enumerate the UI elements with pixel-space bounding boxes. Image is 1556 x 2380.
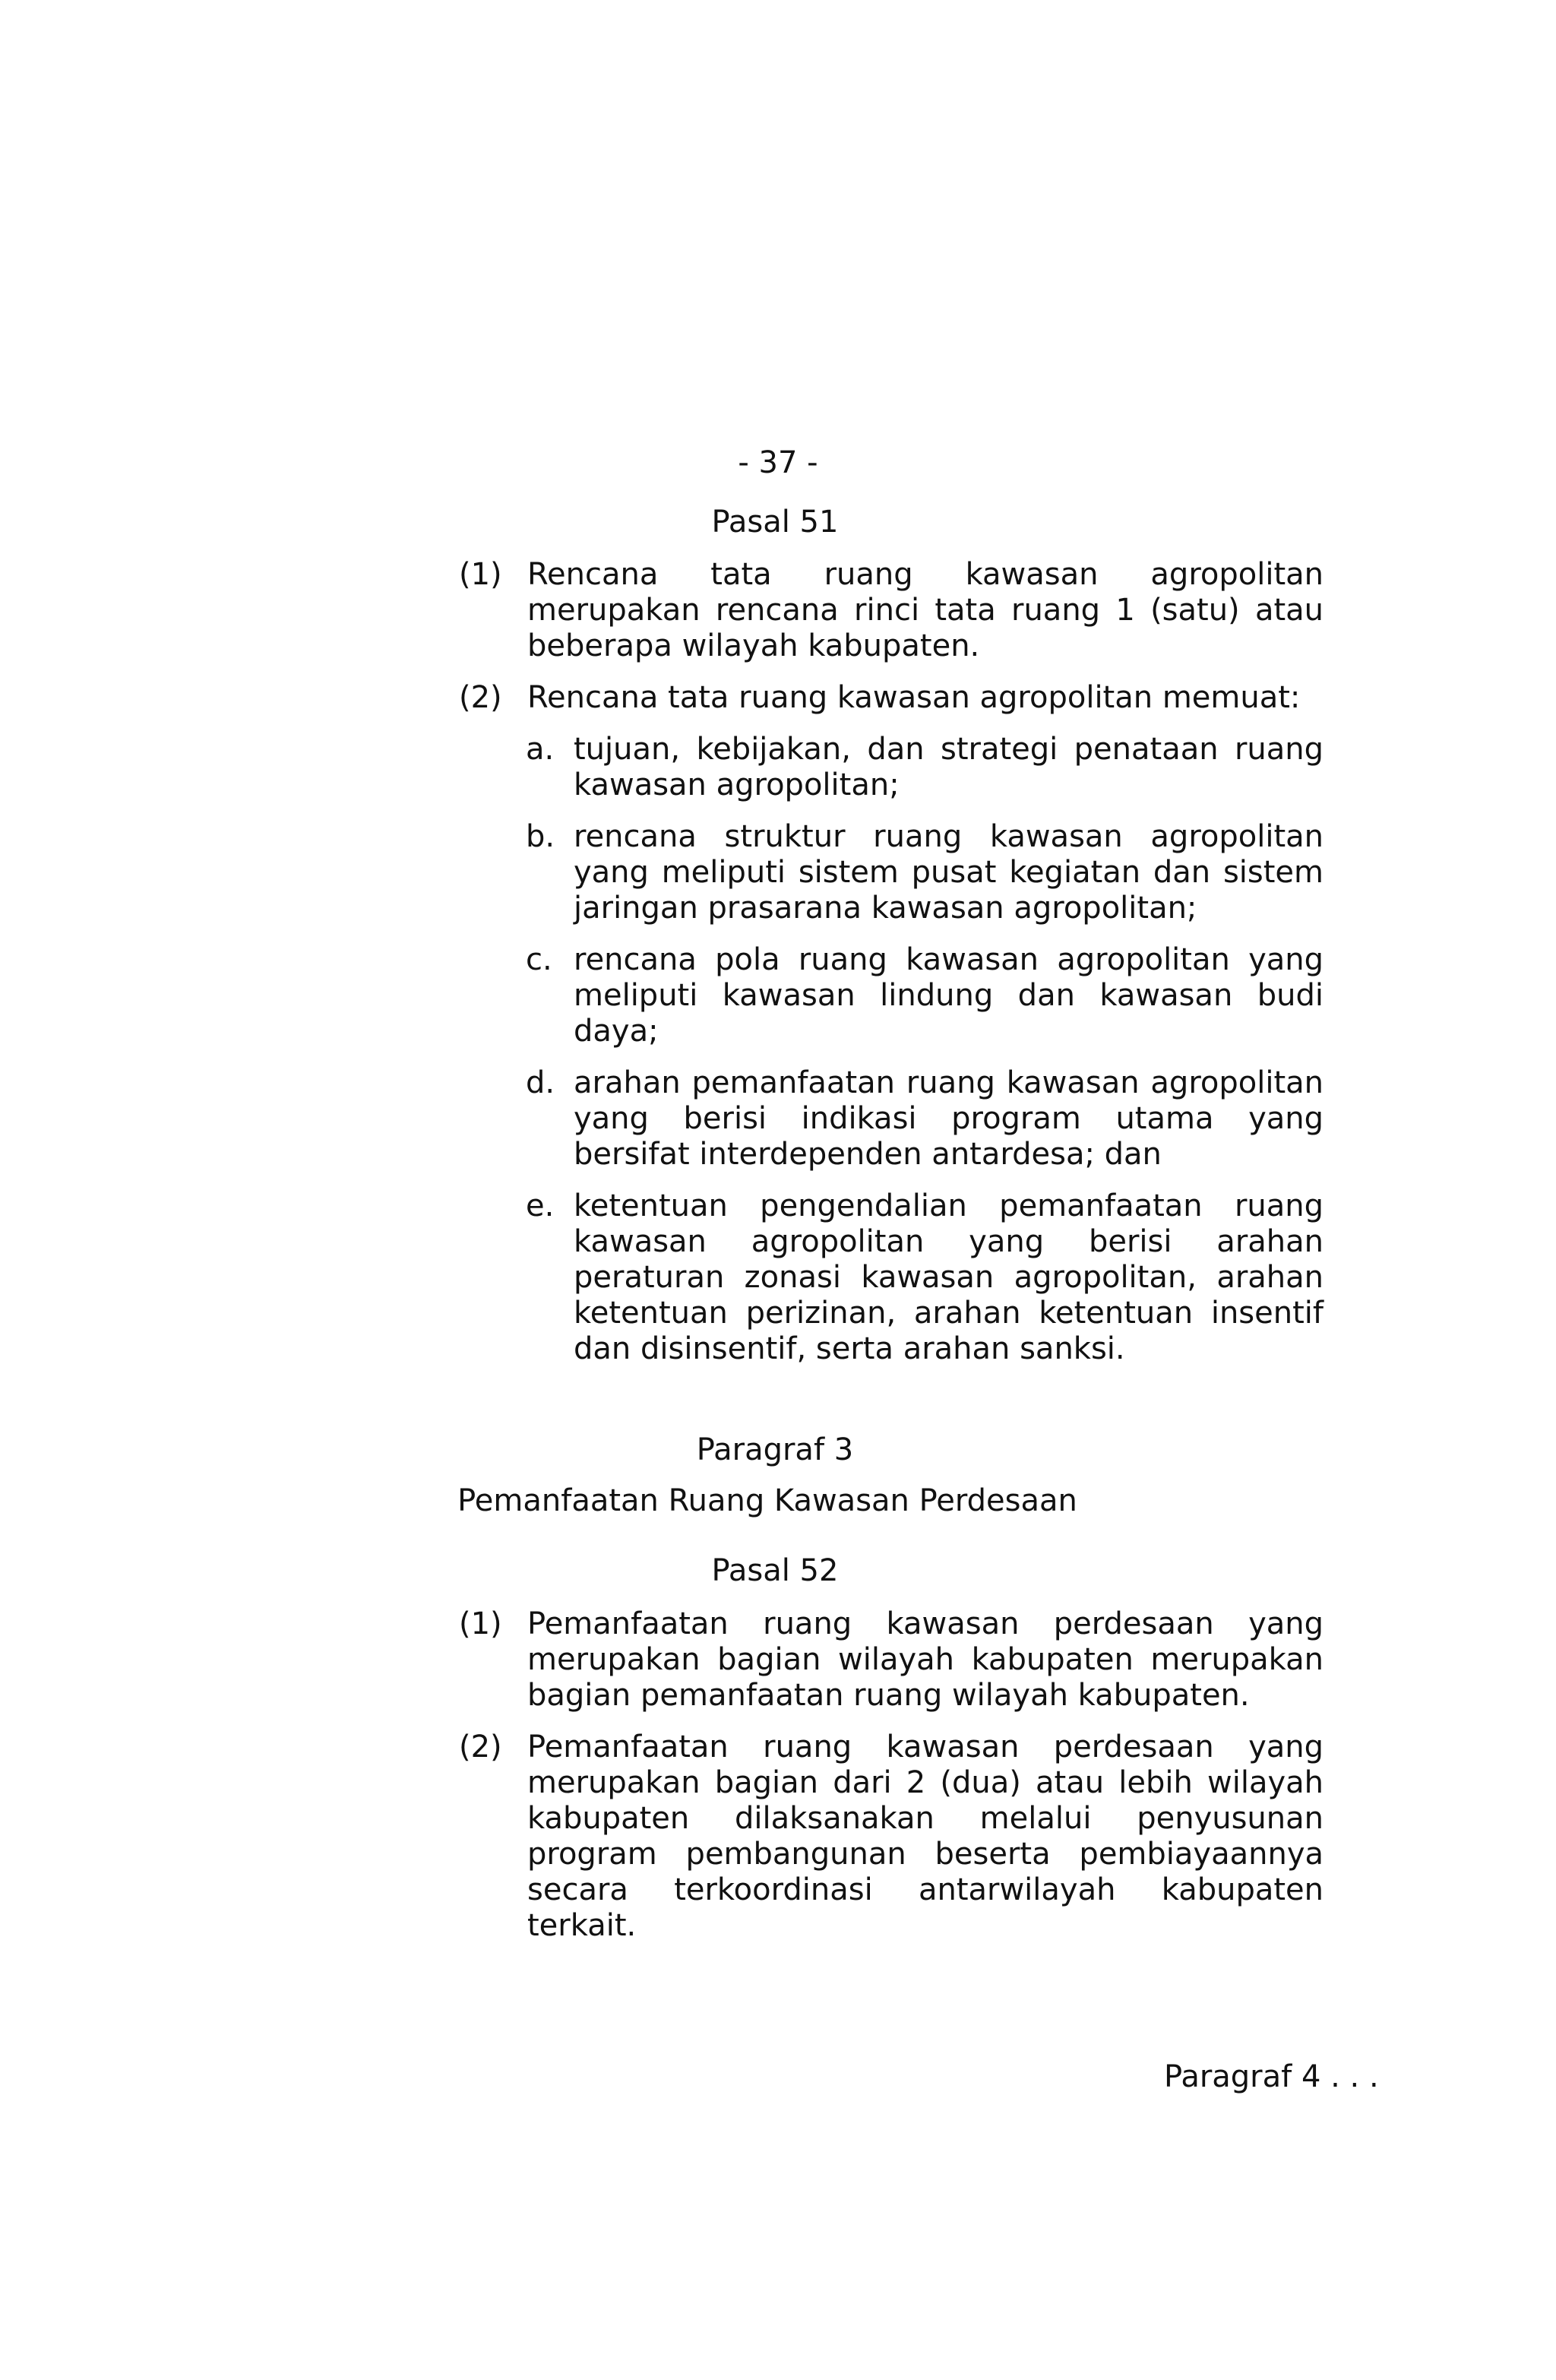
pasal-51-sub-c-text: rencana pola ruang kawasan agropolitan yang meliputi kawasan lindung dan kawasan budi daya;: [574, 942, 1324, 1049]
pasal-51-sub-d-text: arahan pemanfaatan ruang kawasan agropolitan yang berisi indikasi program utama yang bersifat interdependen antardesa; dan: [574, 1065, 1324, 1172]
pasal-52-item-2-text: Pemanfaatan ruang kawasan perdesaan yang merupakan bagian dari 2 (dua) atau lebih wilayah kabupaten dilaksanakan melalui penyusunan program pembangunan beserta pembiayaannya secara terkoordinasi antarwilayah kabupaten terkait.: [527, 1730, 1324, 1943]
pasal-52-item-2-number: (2): [459, 1730, 502, 1764]
pasal-51-sub-e-text: ketentuan pengendalian pemanfaatan ruang kawasan agropolitan yang berisi arahan peraturan zonasi kawasan agropolitan, arahan ketentuan perizinan, arahan ketentuan insentif dan disinsentif, serta arahan sanksi.: [574, 1188, 1324, 1366]
pasal-51-sub-e-letter: e.: [526, 1188, 555, 1223]
paragraf-3-subtitle: Pemanfaatan Ruang Kawasan Perdesaan: [457, 1483, 1077, 1518]
pasal-51-sub-b-text: rencana struktur ruang kawasan agropolitan yang meliputi sistem pusat kegiatan dan sistem jaringan prasarana kawasan agropolitan;: [574, 819, 1324, 926]
pasal-51-sub-c-letter: c.: [526, 942, 552, 977]
pasal-52-title: Pasal 52: [711, 1553, 839, 1588]
pasal-51-sub-b-letter: b.: [526, 819, 555, 854]
pasal-51-sub-d-letter: d.: [526, 1065, 555, 1100]
pasal-51-item-1-text: Rencana tata ruang kawasan agropolitan merupakan rencana rinci tata ruang 1 (satu) atau beberapa wilayah kabupaten.: [527, 557, 1324, 663]
pasal-51-item-1-number: (1): [459, 557, 502, 592]
pasal-52-item-1-text: Pemanfaatan ruang kawasan perdesaan yang merupakan bagian wilayah kabupaten merupakan bagian pemanfaatan ruang wilayah kabupaten.: [527, 1606, 1324, 1713]
page-number: - 37 -: [738, 445, 818, 480]
pasal-51-sub-a-letter: a.: [526, 732, 555, 767]
pasal-51-title: Pasal 51: [711, 505, 839, 540]
continuation-marker: Paragraf 4 . . .: [1164, 2059, 1379, 2094]
pasal-52-item-1-number: (1): [459, 1606, 502, 1641]
pasal-51-item-2-number: (2): [459, 680, 502, 715]
paragraf-3-title: Paragraf 3: [696, 1432, 854, 1467]
pasal-51-item-2-text: Rencana tata ruang kawasan agropolitan memuat:: [527, 680, 1301, 715]
pasal-51-sub-a-text: tujuan, kebijakan, dan strategi penataan ruang kawasan agropolitan;: [574, 732, 1324, 802]
